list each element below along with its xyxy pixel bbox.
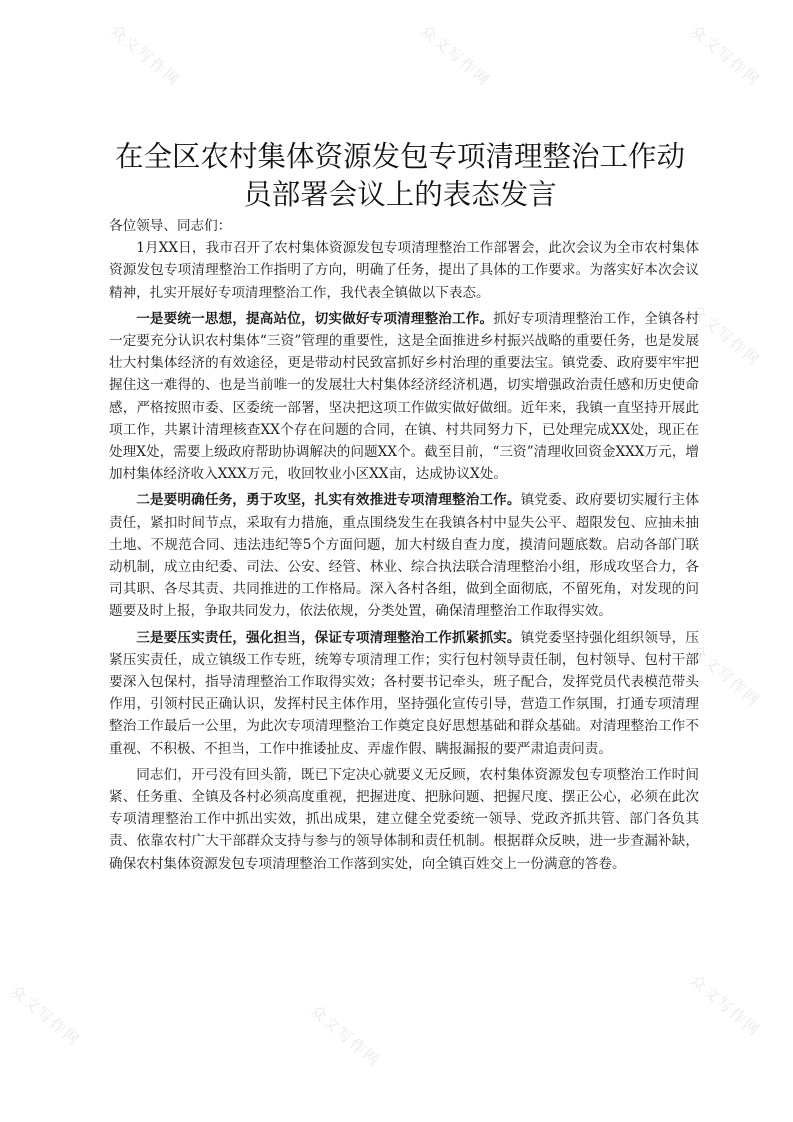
paragraph-text: 1月XX日，我市召开了农村集体资源发包专项清理整治工作部署会，此次会议为全市农村集体资源发包专项清理整治工作指明了方向，明确了任务，提出了具体的工作要求。为落实好本次会议精神，扎实开展好专项清理整治工作，我代表全镇做以下表态。 (109, 240, 699, 301)
paragraph-point-1 (109, 308, 699, 486)
document-body (109, 215, 699, 875)
paragraph-lead: 二是要明确任务，勇于攻坚，扎实有效推进专项清理整治工作。 (136, 492, 521, 509)
document-title (100, 138, 700, 214)
paragraph-text: 同志们，开弓没有回头箭，既已下定决心就要义无反顾，农村集体资源发包专项整治工作时间紧、任务重、全镇及各村必须高度重视，把握进度、把脉问题、把握尺度、摆正公心，必须在此次专项清理整治工作中抓出实效，抓出成果，建立健全党委统一领导、党政齐抓共管、部门各负其责、依靠农村广大干部群众支持与参与的领导体制和责任机制。根据群众反映，进一步查漏补缺，确保农村集体资源发包专项清理整治工作落到实处，向全镇百姓交上一份满意的答卷。 (109, 766, 699, 872)
paragraph-text: 镇党委坚持强化组织领导，压紧压实责任，成立镇级工作专班，统筹专项清理工作；实行包村领导责任制，包村领导、包村干部要深入包保村，指导清理整治工作取得实效；各村要书记牵头，班子配合，发挥党员代表模范带头作用，引领村民正确认识，发挥村民主体作用，坚持强化宣传引导，营造工作氛围，打通专项清理整治工作最后一公里，为此次专项清理整治工作奠定良好思想基础和群众基础。对清理整治工作不重视、不积极、不担当，工作中推诿扯皮、弄虚作假、瞒报漏报的要严肃追责问责。 (109, 629, 699, 757)
watermark-text: 众文写作网 (107, 21, 184, 90)
watermark-text: 众文写作网 (687, 641, 764, 710)
paragraph-point-3 (109, 627, 699, 760)
paragraph-closing (109, 764, 699, 875)
paragraph-text: 抓好专项清理整治工作，全镇各村一定要充分认识农村集体“三资”管理的重要性，这是全面推进乡村振兴战略的重要任务，也是发展壮大村集体经济的有效途径，更是带动村民致富抓好乡村治理的重要法宝。镇党委、政府要牢牢把握住这一难得的、也是当前唯一的发展壮大村集体经济经济机遇，切实增强政治责任感和历史使命感，严格按照市委、区委统一部署，坚决把这项工作做实做好做细。近年来，我镇一直坚持开展此项工作，共累计清理核查XX个存在问题的合同，在镇、村共同努力下，已处理完成XX处，现正在处理X处，需要上级政府帮助协调解决的问题XX个。截至目前，“三资”清理收回资金XXX万元，增加村集体经济收入XXX万元，收回牧业小区XX亩，达成协议X处。 (109, 310, 700, 483)
title-line-1: 在全区农村集体资源发包专项清理整治工作动 (114, 140, 685, 173)
title-line-2: 员部署会议上的表态发言 (243, 178, 557, 211)
paragraph-lead: 一是要统一思想，提高站位，切实做好专项清理整治工作。 (136, 310, 494, 327)
watermark-text: 众文写作网 (687, 21, 764, 90)
paragraph-text: 镇党委、政府要切实履行主体责任，紧扣时间节点，采取有力措施，重点围绕发生在我镇各村中显失公平、超限发包、应抽未抽土地、不规范合同、违法违纪等5个方面问题，加大村级自查力度，摸清问题底数。启动各部门联动机制，成立由纪委、司法、公安、经管、林业、综合执法联合清理整治小组，形成攻坚合力，各司其职、各尽其责、共同推进的工作格局。深入各村各组，做到全面彻底，不留死角，对发现的问题要及时上报，争取共同发力，依法依规，分类处置，确保清理整治工作取得实效。 (109, 492, 699, 620)
salutation: 各位领导、同志们： (109, 218, 232, 234)
watermark-text: 众文写作网 (687, 971, 764, 1040)
paragraph-intro (109, 237, 699, 304)
watermark-text: 众文写作网 (417, 21, 494, 90)
watermark-text: 众文写作网 (687, 301, 764, 370)
watermark-text: 众文写作网 (307, 1001, 384, 1070)
watermark-text: 众文写作网 (7, 981, 84, 1050)
paragraph-lead: 三是要压实责任，强化担当，保证专项清理整治工作抓紧抓实。 (136, 629, 521, 646)
paragraph-point-2 (109, 489, 699, 622)
